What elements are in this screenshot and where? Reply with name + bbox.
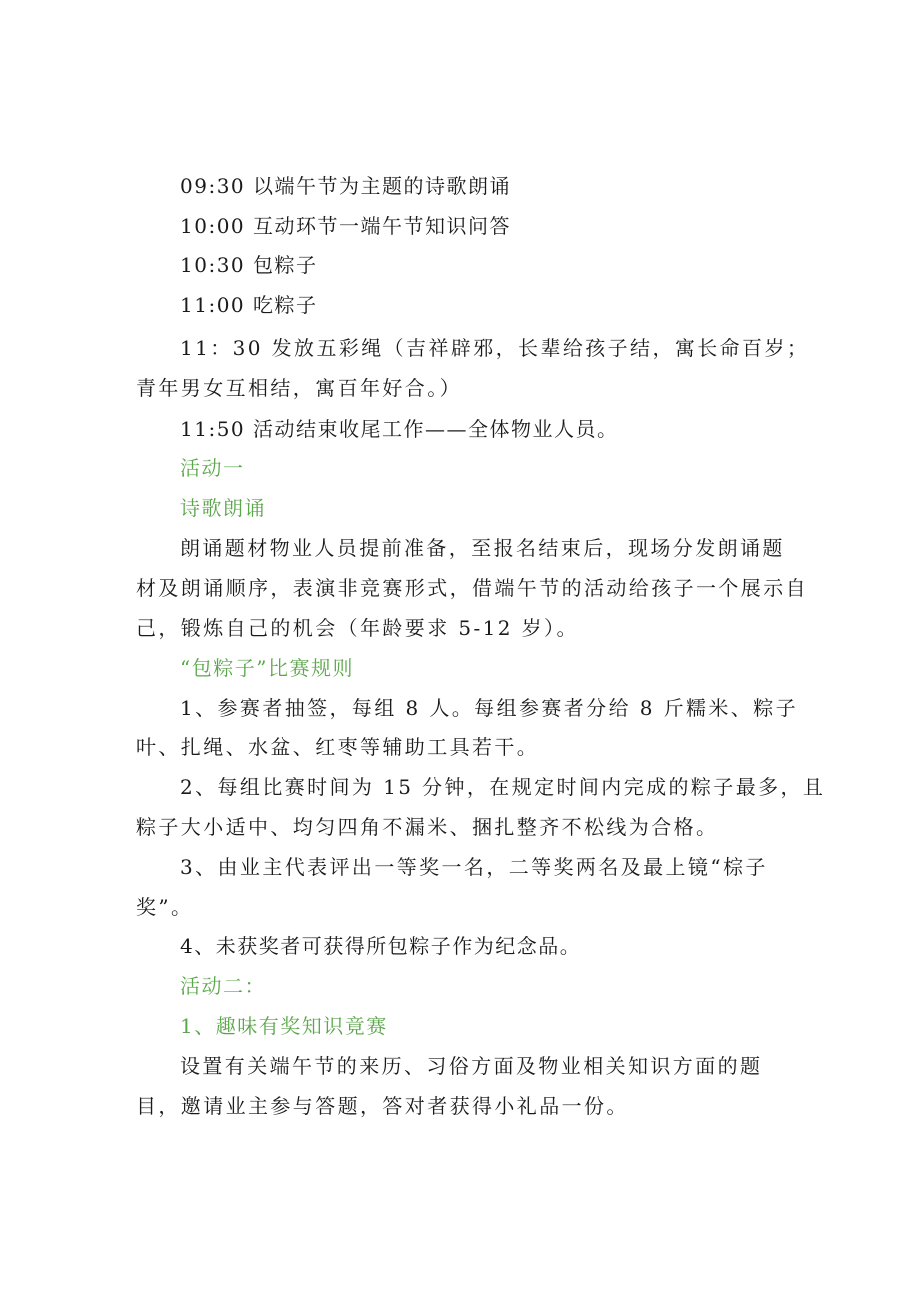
activity2-heading: 活动二： (180, 974, 266, 998)
activity1-para-line2: 材及朗诵顺序，表演非竞赛形式，借端午节的活动给孩子一个展示自 (136, 576, 808, 600)
activity2-para-line1: 设置有关端午节的来历、习俗方面及物业相关知识方面的题 (180, 1054, 763, 1078)
schedule-1150: 11:50 活动结束收尾工作——全体物业人员。 (180, 417, 619, 441)
rule4: 4、未获奖者可获得所包粽子作为纪念品。 (180, 934, 582, 958)
activity1-heading: 活动一 (180, 456, 245, 480)
schedule-1030: 10:30 包粽子 (180, 253, 318, 277)
activity2-para-line2: 目，邀请业主参与答题，答对者获得小礼品一份。 (136, 1094, 629, 1118)
activity2-subheading: 1、趣味有奖知识竟赛 (180, 1014, 388, 1038)
rule1-line1: 1、参赛者抽签，每组 8 人。每组参赛者分给 8 斤糯米、粽子 (180, 696, 799, 720)
schedule-0930: 09:30 以端午节为主题的诗歌朗诵 (180, 174, 511, 198)
rule1-line2: 叶、扎绳、水盆、红枣等辅助工具若干。 (136, 735, 540, 759)
activity1-para-line3: 己，锻炼自己的机会（年龄要求 5-12 岁）。 (136, 616, 579, 640)
rule3-line1: 3、由业主代表评出一等奖一名，二等奖两名及最上镜“棕子 (180, 855, 768, 879)
schedule-1000: 10:00 互动环节一端午节知识问答 (180, 214, 511, 238)
schedule-1100: 11:00 吃粽子 (180, 293, 318, 317)
schedule-1130-line1: 11：30 发放五彩绳（吉祥辟邪，长辈给孩子结，寓长命百岁； (180, 336, 810, 360)
activity1-para-line1: 朗诵题材物业人员提前准备，至报名结束后，现场分发朗诵题 (180, 536, 785, 560)
activity1-subheading: 诗歌朗诵 (180, 496, 266, 520)
rules-heading: “包粽子”比赛规则 (180, 656, 354, 680)
rule3-line2: 奖”。 (136, 895, 194, 919)
rule2-line1: 2、每组比赛时间为 15 分钟，在规定时间内完成的粽子最多，且 (180, 775, 826, 799)
rule2-line2: 粽子大小适中、均匀四角不漏米、捆扎整齐不松线为合格。 (136, 815, 719, 839)
schedule-1130-line2: 青年男女互相结，寓百年好合。） (136, 376, 462, 400)
